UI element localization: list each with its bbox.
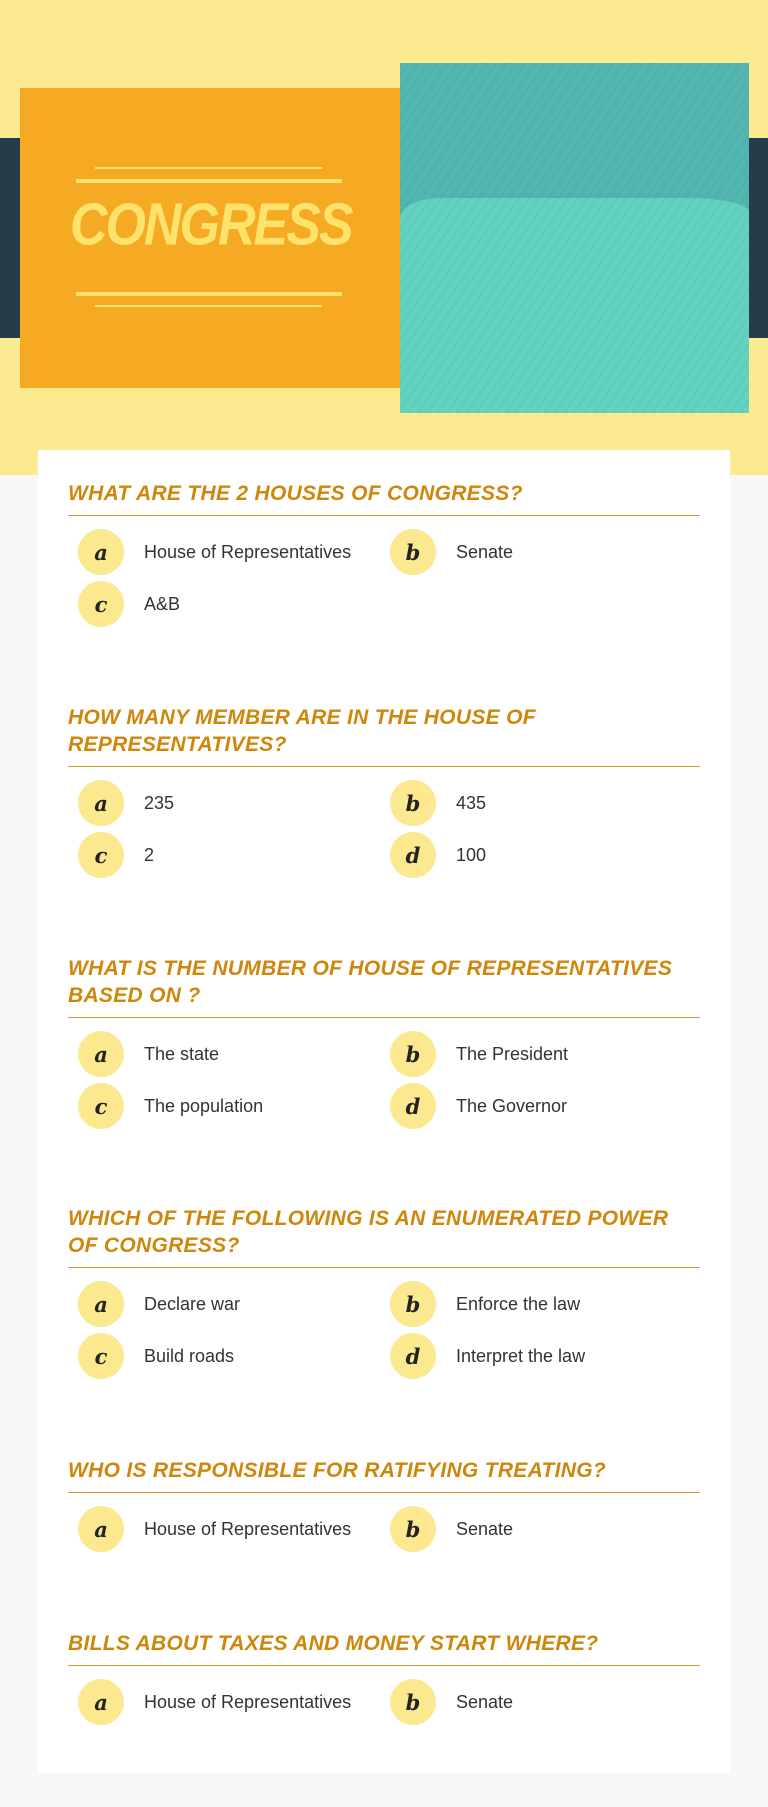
option-letter-badge: b — [390, 529, 436, 575]
option-letter-badge: d — [390, 832, 436, 878]
option-letter-badge: c — [78, 1083, 124, 1129]
answer-option[interactable] — [78, 832, 390, 878]
option-text: Build roads — [144, 1345, 235, 1366]
option-text: Senate — [456, 1518, 514, 1539]
option-letter-badge: c — [78, 832, 124, 878]
answer-option[interactable] — [390, 1679, 702, 1725]
option-letter-badge: c — [78, 581, 124, 627]
answer-option[interactable] — [78, 1281, 390, 1327]
answer-option[interactable] — [390, 1031, 702, 1077]
option-text: Senate — [456, 1691, 514, 1712]
option-letter-badge: c — [78, 1333, 124, 1379]
question-title: WHO IS RESPONSIBLE FOR RATIFYING TREATING? — [68, 1457, 700, 1493]
hero-illustration — [400, 63, 749, 413]
question-block — [68, 480, 700, 627]
option-text: 100 — [456, 844, 487, 865]
answer-option[interactable] — [390, 780, 702, 826]
answer-option[interactable] — [390, 1083, 702, 1129]
option-letter-badge: a — [78, 1506, 124, 1552]
answer-option[interactable] — [78, 1333, 390, 1379]
option-letter-badge: d — [390, 1333, 436, 1379]
title-decor-line — [76, 179, 342, 183]
question-title: HOW MANY MEMBER ARE IN THE HOUSE OF REPRESENTATIVES? — [68, 704, 700, 767]
title-decor-line — [76, 292, 342, 296]
title-decor-line — [95, 167, 322, 169]
option-text: The population — [144, 1095, 264, 1116]
question-title: WHAT IS THE NUMBER OF HOUSE OF REPRESENTATIVES BASED ON ? — [68, 955, 700, 1018]
answer-option[interactable] — [78, 529, 390, 575]
option-letter-badge: a — [78, 1281, 124, 1327]
option-letter-badge: b — [390, 1679, 436, 1725]
answer-option[interactable] — [390, 1506, 702, 1552]
option-text: The state — [144, 1043, 220, 1064]
answer-option[interactable] — [390, 1281, 702, 1327]
option-letter-badge: a — [78, 1679, 124, 1725]
answer-option[interactable] — [78, 581, 390, 627]
title-decor-line — [95, 305, 322, 307]
option-letter-badge: b — [390, 1031, 436, 1077]
option-text: House of Representatives — [144, 1518, 352, 1539]
page-title: CONGRESS — [70, 191, 352, 259]
question-block — [68, 1630, 700, 1725]
question-block — [68, 704, 700, 878]
answer-option[interactable] — [390, 832, 702, 878]
question-title: WHAT ARE THE 2 HOUSES OF CONGRESS? — [68, 480, 700, 516]
option-text: 2 — [144, 844, 155, 865]
option-letter-badge: b — [390, 1506, 436, 1552]
quiz-card — [38, 450, 730, 1773]
option-text: House of Representatives — [144, 1691, 352, 1712]
option-letter-badge: b — [390, 780, 436, 826]
answer-option[interactable] — [78, 1679, 390, 1725]
question-title: BILLS ABOUT TAXES AND MONEY START WHERE? — [68, 1630, 700, 1666]
answer-option[interactable] — [390, 529, 702, 575]
option-text: Interpret the law — [456, 1345, 586, 1366]
question-block — [68, 1205, 700, 1379]
option-letter-badge: d — [390, 1083, 436, 1129]
question-title: WHICH OF THE FOLLOWING IS AN ENUMERATED POWER OF CONGRESS? — [68, 1205, 700, 1268]
answer-option[interactable] — [78, 1083, 390, 1129]
option-letter-badge: a — [78, 780, 124, 826]
question-block — [68, 955, 700, 1129]
answer-option[interactable] — [390, 1333, 702, 1379]
option-text: The President — [456, 1043, 569, 1064]
option-text: The Governor — [456, 1095, 568, 1116]
option-letter-badge: a — [78, 1031, 124, 1077]
option-letter-badge: a — [78, 529, 124, 575]
answer-option[interactable] — [78, 1031, 390, 1077]
option-text: House of Representatives — [144, 541, 352, 562]
option-text: Enforce the law — [456, 1293, 581, 1314]
answer-option[interactable] — [78, 1506, 390, 1552]
option-text: Senate — [456, 541, 514, 562]
option-text: Declare war — [144, 1293, 241, 1314]
option-text: A&B — [144, 593, 181, 614]
option-text: 435 — [456, 792, 487, 813]
option-letter-badge: b — [390, 1281, 436, 1327]
answer-option[interactable] — [78, 780, 390, 826]
question-block — [68, 1457, 700, 1552]
option-text: 235 — [144, 792, 175, 813]
